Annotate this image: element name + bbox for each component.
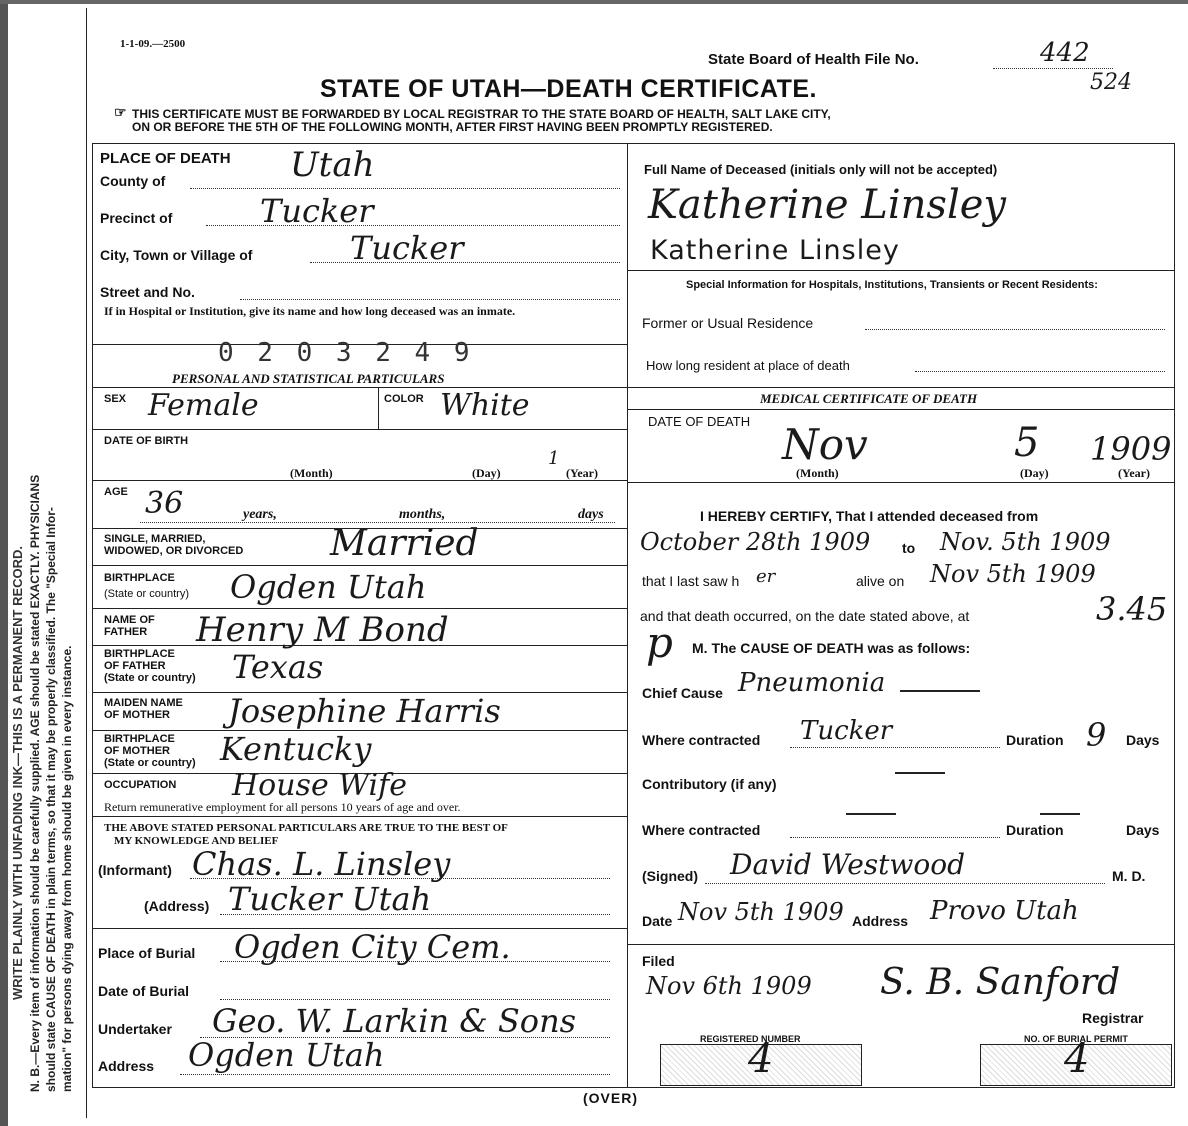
full-name-label: Full Name of Deceased (initials only will not be accepted) [644, 162, 998, 177]
medical-heading: MEDICAL CERTIFICATE OF DEATH [760, 391, 978, 406]
affirm-line-1: THE ABOVE STATED PERSONAL PARTICULARS ARE TRUE TO THE BEST OF [104, 822, 508, 834]
form-code: 1-1-09.—2500 [120, 38, 186, 50]
last-saw-label: that I last saw h [642, 573, 740, 589]
hospital-note: If in Hospital or Institution, give its name and how long deceased was an inmate. [104, 304, 516, 318]
father-birthplace-label-3: (State or country) [104, 672, 196, 684]
name-rule [627, 270, 1174, 271]
physician-signature: David Westwood [730, 848, 966, 881]
county-line [190, 188, 620, 189]
registered-number-label: REGISTERED NUMBER [700, 1034, 801, 1044]
county-label: County of [100, 173, 166, 189]
top-edge [0, 0, 1188, 4]
sex-value: Female [148, 388, 259, 423]
city-label: City, Town or Village of [100, 247, 253, 263]
file-number-value: 442 [1040, 38, 1090, 68]
mother-label-2: OF MOTHER [104, 709, 170, 721]
rule-7 [92, 608, 627, 609]
burial-permit-label: NO. OF BURIAL PERMIT [1024, 1034, 1128, 1044]
sign-date-value: Nov 5th 1909 [678, 898, 844, 926]
death-occurred-text: and that death occurred, on the date stated above, at [640, 608, 970, 624]
medical-rule-top [627, 387, 1174, 388]
age-value: 36 [145, 486, 184, 521]
side-note-4: WRITE PLAINLY WITH UNFADING INK—THIS IS A PERMANENT RECORD. [10, 545, 25, 1000]
attended-from-value: October 28th 1909 [640, 528, 871, 556]
instruction-line-1: THIS CERTIFICATE MUST BE FORWARDED BY LOCAL REGISTRAR TO THE STATE BOARD OF HEALTH, SALT LAKE CITY, [132, 107, 831, 121]
contributory-label: Contributory (if any) [642, 776, 777, 792]
last-saw-suffix: er [756, 566, 776, 587]
side-note-2: should state CAUSE OF DEATH in plain terms, so that it may be properly classified. The "Special Infor- [44, 507, 58, 1092]
time-value: 3.45 [1096, 590, 1168, 628]
mother-birthplace-label-2: OF MOTHER [104, 745, 170, 757]
mother-birthplace-label-3: (State or country) [104, 757, 196, 769]
full-name-value-2: Katherine Linsley [650, 235, 900, 266]
filed-label: Filed [642, 953, 675, 969]
father-birthplace-label-1: BIRTHPLACE [104, 648, 175, 660]
birthplace-label: BIRTHPLACE [104, 572, 175, 584]
dob-value: 1 [548, 448, 560, 469]
where-contracted-value: Tucker [800, 716, 893, 746]
registrar-signature: S. B. Sanford [880, 962, 1121, 1003]
dod-month-value: Nov [782, 420, 868, 469]
dod-year-label: (Year) [1118, 466, 1150, 480]
frame-right [1174, 143, 1175, 1088]
color-value: White [440, 388, 530, 423]
father-label-2: FATHER [104, 626, 148, 638]
age-years-label: years, [243, 507, 277, 522]
dod-label: DATE OF DEATH [648, 414, 751, 429]
age-months-label: months, [399, 507, 446, 522]
mother-label-1: MAIDEN NAME [104, 697, 183, 709]
burial-date-label: Date of Burial [98, 983, 190, 999]
frame-bottom [92, 1087, 1174, 1088]
margin-rule [86, 8, 87, 1118]
instruction-line-2: ON OR BEFORE THE 5TH OF THE FOLLOWING MONTH, AFTER FIRST HAVING BEEN PROMPTLY REGISTERED. [132, 120, 773, 134]
mother-birthplace-label-1: BIRTHPLACE [104, 733, 175, 745]
father-label-1: NAME OF [104, 614, 155, 626]
informant-address-label: (Address) [144, 898, 210, 914]
stamp-number: 0 2 0 3 2 4 9 [218, 338, 474, 368]
where-contracted-label: Where contracted [642, 732, 761, 748]
registered-number-value: 4 [748, 1036, 774, 1082]
father-value: Henry M Bond [196, 610, 449, 650]
burial-place-value: Ogden City Cem. [234, 928, 511, 966]
contributory-dash [895, 772, 945, 774]
where-contracted-2-label: Where contracted [642, 822, 761, 838]
father-birthplace-label-2: OF FATHER [104, 660, 166, 672]
occupation-label: OCCUPATION [104, 779, 177, 791]
where-contracted-2-dash [846, 813, 896, 815]
personal-heading: PERSONAL AND STATISTICAL PARTICULARS [172, 371, 445, 386]
informant-value: Chas. L. Linsley [192, 845, 451, 883]
undertaker-address-value: Ogden Utah [188, 1036, 385, 1074]
cause-heading: M. The CAUSE OF DEATH was as follows: [692, 640, 971, 656]
attended-to-value: Nov. 5th 1909 [940, 528, 1111, 556]
meridian-value: p [646, 618, 673, 667]
color-label: COLOR [384, 393, 424, 405]
street-line [240, 299, 620, 300]
marital-value: Married [330, 523, 479, 564]
where-contracted-2-line [790, 837, 1000, 838]
special-info-label: Special Information for Hospitals, Institutions, Transients or Recent Residents: [686, 279, 1098, 291]
center-divider [627, 143, 628, 1087]
certificate-title: STATE OF UTAH—DEATH CERTIFICATE. [320, 75, 817, 103]
dod-year-value: 1909 [1090, 430, 1172, 468]
precinct-label: Precinct of [100, 210, 173, 226]
dob-year-label: (Year) [566, 466, 598, 480]
frame-left [92, 143, 93, 1088]
alive-on-label: alive on [856, 573, 905, 589]
burial-permit-value: 4 [1064, 1036, 1090, 1082]
sign-date-label: Date [642, 913, 673, 929]
former-residence-label: Former or Usual Residence [642, 315, 814, 331]
marital-label-1: SINGLE, MARRIED, [104, 533, 206, 545]
dob-day-label: (Day) [472, 466, 501, 480]
sign-address-label: Address [852, 913, 909, 929]
rule-8 [92, 645, 627, 646]
dob-label: DATE OF BIRTH [104, 435, 189, 447]
left-binding-edge [0, 0, 8, 1126]
chief-cause-dash [900, 690, 980, 692]
file-number-line [993, 68, 1113, 69]
sex-label: SEX [104, 393, 127, 405]
rule-4 [92, 480, 627, 481]
filed-rule [627, 944, 1174, 945]
duration-label: Duration [1006, 732, 1064, 748]
street-label: Street and No. [100, 284, 195, 300]
where-contracted-line [790, 747, 1000, 748]
file-number-label: State Board of Health File No. [708, 51, 919, 68]
side-note-1: N. B.—Every item of information should be carefully supplied. AGE should be stated EXACTLY. PHYSICIANS [28, 474, 42, 1092]
over-label: (OVER) [583, 1090, 638, 1106]
burial-place-label: Place of Burial [98, 945, 196, 961]
sign-address-value: Provo Utah [930, 896, 1079, 926]
mother-birthplace-value: Kentucky [220, 730, 372, 768]
mother-value: Josephine Harris [228, 692, 501, 730]
full-name-value: Katherine Linsley [648, 182, 1007, 228]
duration-2-label: Duration [1006, 822, 1064, 838]
dod-day-value: 5 [1014, 420, 1040, 466]
resident-label: How long resident at place of death [646, 358, 850, 373]
side-note-3: mation" for persons dying away from home should be given in every instance. [60, 645, 74, 1092]
filed-value: Nov 6th 1909 [646, 972, 812, 1000]
pointing-hand-icon: ☞ [114, 104, 127, 120]
informant-label: (Informant) [98, 862, 172, 878]
dod-month-label: (Month) [796, 466, 839, 480]
place-of-death-label: PLACE OF DEATH [100, 150, 231, 167]
chief-cause-value: Pneumonia [738, 668, 886, 698]
burial-date-line [220, 999, 610, 1000]
dod-day-label: (Day) [1020, 466, 1049, 480]
occupation-note: Return remunerative employment for all persons 10 years of age and over. [104, 800, 461, 814]
dob-month-label: (Month) [290, 466, 333, 480]
former-residence-line [865, 329, 1165, 330]
birthplace-sub: (State or country) [104, 588, 189, 600]
duration-2-dash [1040, 813, 1080, 815]
undertaker-label: Undertaker [98, 1021, 172, 1037]
precinct-value: Tucker [260, 192, 374, 230]
to-label: to [902, 540, 916, 556]
md-label: M. D. [1112, 868, 1146, 884]
undertaker-address-line [180, 1074, 610, 1075]
city-value: Tucker [350, 229, 464, 267]
signed-label: (Signed) [642, 868, 698, 884]
dod-rule [627, 482, 1174, 483]
certify-text: I HEREBY CERTIFY, That I attended deceased from [700, 508, 1039, 524]
father-birthplace-value: Texas [232, 648, 324, 686]
rule-12 [92, 816, 627, 817]
occupation-value: House Wife [232, 768, 407, 803]
file-number-alt: 524 [1090, 70, 1132, 95]
chief-cause-label: Chief Cause [642, 685, 723, 701]
informant-address-value: Tucker Utah [228, 880, 432, 918]
frame-top [92, 143, 1174, 144]
medical-rule [627, 409, 1174, 410]
birthplace-value: Ogden Utah [230, 568, 427, 606]
undertaker-address-label: Address [98, 1058, 155, 1074]
last-saw-value: Nov 5th 1909 [930, 560, 1096, 588]
age-days-label: days [578, 507, 604, 522]
resident-line [915, 371, 1165, 372]
sex-color-divider [378, 387, 379, 429]
signed-line [705, 883, 1105, 884]
rule-6 [92, 565, 627, 566]
rule-3 [92, 429, 627, 430]
county-value: Utah [290, 145, 375, 185]
registrar-label: Registrar [1082, 1010, 1144, 1026]
duration-2-days-label: Days [1126, 822, 1160, 838]
duration-value: 9 [1086, 716, 1107, 754]
marital-label-2: WIDOWED, OR DIVORCED [104, 545, 244, 557]
affirm-line-2: MY KNOWLEDGE AND BELIEF [114, 835, 279, 847]
age-label: AGE [104, 486, 128, 498]
duration-days-label: Days [1126, 732, 1160, 748]
undertaker-value: Geo. W. Larkin & Sons [212, 1002, 577, 1040]
